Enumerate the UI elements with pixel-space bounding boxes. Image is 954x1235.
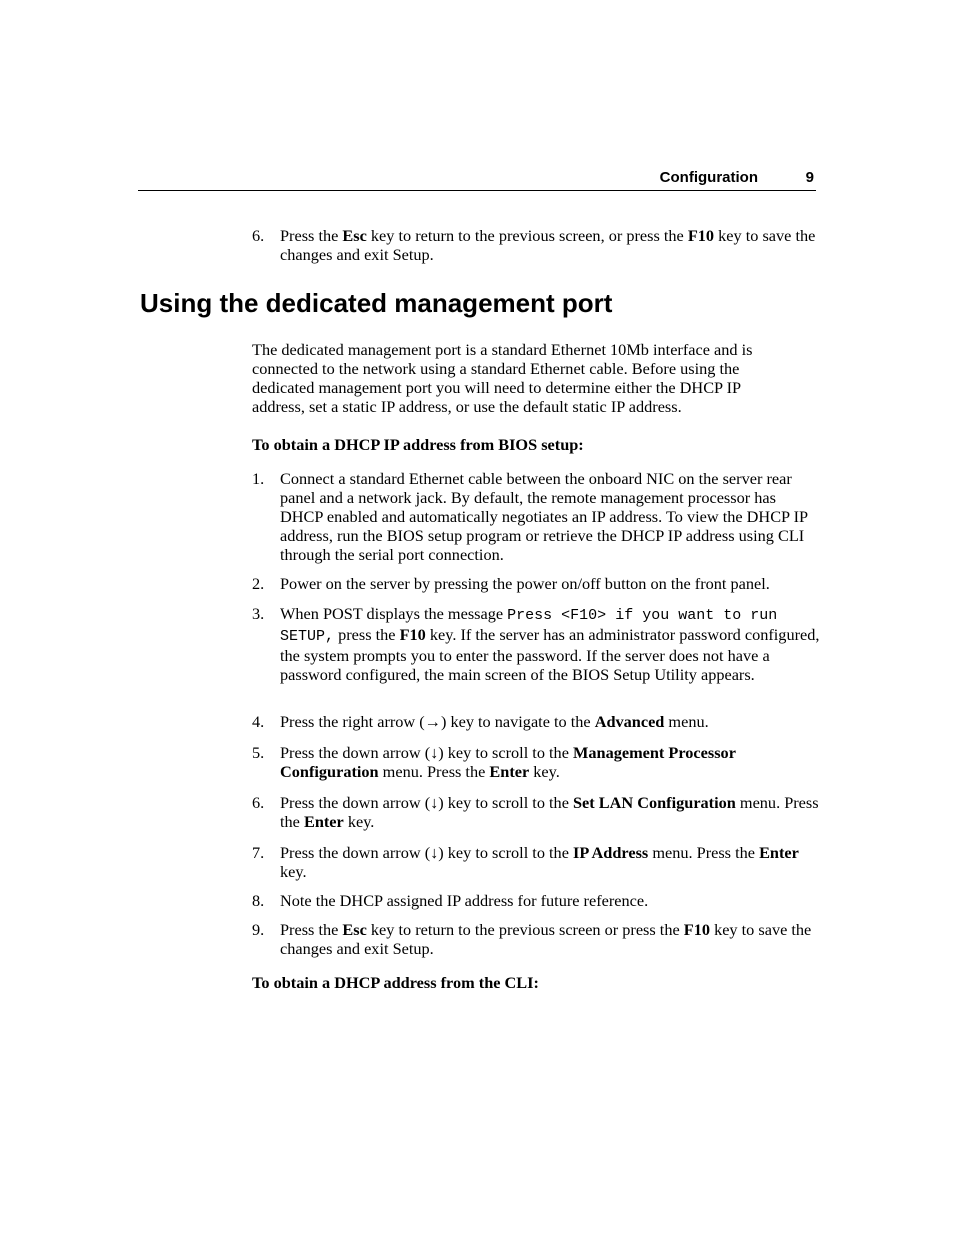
step-text: Power on the server by pressing the power on/off button on the front panel. [280, 574, 770, 593]
subheading-bios: To obtain a DHCP IP address from BIOS setup: [252, 435, 584, 454]
intro-paragraph: The dedicated management port is a standard Ethernet 10Mb interface and is connected to the network using a standard Ethernet cable. Before using the dedicated management port you will need to determine either the DHCP IP address, set a static IP address, or use the default static IP address. [252, 340, 753, 416]
running-header [138, 168, 816, 191]
step-number: 4. [252, 712, 265, 731]
step-text: Note the DHCP assigned IP address for future reference. [280, 891, 649, 910]
step-text: Press the right arrow (→) key to navigate to the Advanced menu. [280, 712, 709, 731]
list-item [252, 604, 822, 684]
step-text: Press the Esc key to return to the previous screen or press the F10 key to save the changes and exit Setup. [280, 920, 812, 958]
step-number: 3. [252, 604, 265, 623]
subheading-cli: To obtain a DHCP address from the CLI: [252, 973, 539, 992]
step-number: 6. [252, 226, 265, 245]
step-number: 5. [252, 743, 265, 762]
list-item [252, 793, 822, 831]
step-text: Press the down arrow (↓) key to scroll to the Management Processor Configuration menu. Press the Enter key. [280, 743, 736, 781]
page-number: 9 [805, 169, 814, 186]
list-item [252, 712, 822, 731]
list-item [252, 891, 822, 910]
step-text: Press the Esc key to return to the previous screen, or press the F10 key to save the changes and exit Setup. [280, 226, 816, 264]
list-item [252, 920, 822, 958]
list-item [252, 743, 822, 781]
step-number: 7. [252, 843, 265, 862]
console-message: Press <F10> if you want to run SETUP, [280, 607, 778, 645]
step-number: 9. [252, 920, 265, 939]
step-text: Press the down arrow (↓) key to scroll to the IP Address menu. Press the Enter key. [280, 843, 799, 881]
list-item [252, 469, 822, 564]
list-item [252, 574, 822, 593]
list-item [252, 843, 822, 881]
step-number: 2. [252, 574, 265, 593]
step-number: 6. [252, 793, 265, 812]
step-text: When POST displays the message Press <F10> if you want to run SETUP, press the F10 key. If the server has an administrator password configured, the system prompts you to enter the password. If the server does not have a password configured, the main screen of the BIOS Setup Utility appears. [280, 604, 820, 684]
section-heading: Using the dedicated management port [140, 288, 613, 318]
step-text: Press the down arrow (↓) key to scroll to the Set LAN Configuration menu. Press the Enter key. [280, 793, 819, 831]
step-number: 1. [252, 469, 265, 488]
step-number: 8. [252, 891, 265, 910]
header-section-title: Configuration [659, 169, 758, 186]
intro-step [252, 226, 822, 264]
step-text: Connect a standard Ethernet cable between the onboard NIC on the server rear panel and a network jack. By default, the remote management processor has DHCP enabled and automatically negotiates an IP address. To view the DHCP IP address, run the BIOS setup program or retrieve the DHCP IP address using CLI through the serial port connection. [280, 469, 808, 564]
